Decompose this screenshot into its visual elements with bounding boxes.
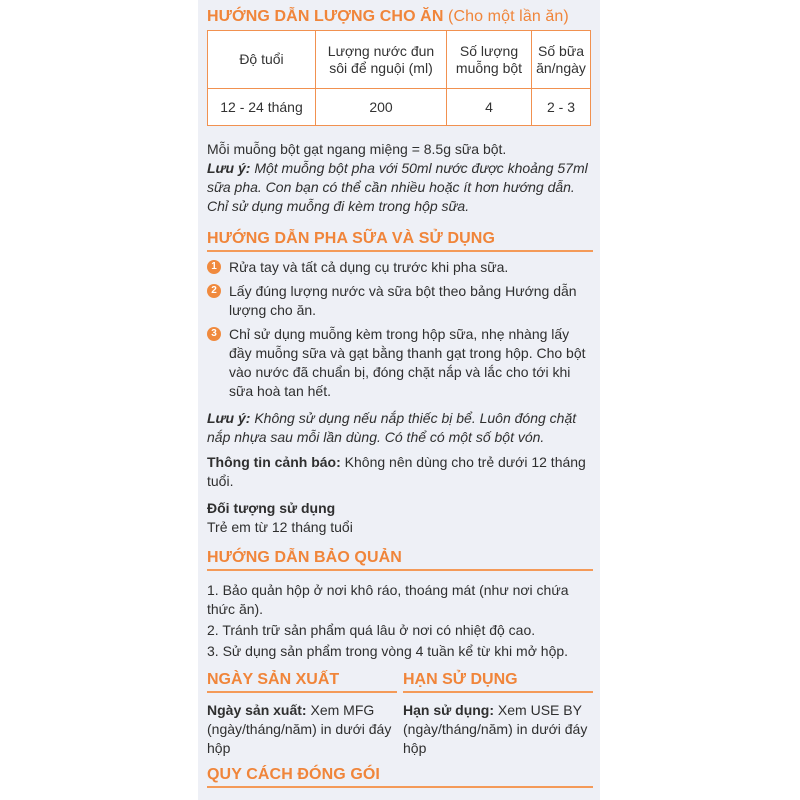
feeding-note-text: Một muỗng bột pha với 50ml nước được khoảng 57ml sữa pha. Con bạn có thể cần nhiều hoặc ít hơn hướng dẫn. Chỉ sử dụng muỗng đi kèm trong hộp sữa.	[207, 160, 588, 214]
dates-section	[207, 671, 593, 758]
list-item	[207, 282, 593, 320]
prep-title: HƯỚNG DẪN PHA SỮA VÀ SỬ DỤNG	[207, 230, 495, 247]
exp-info	[403, 701, 593, 758]
warning-info	[207, 453, 593, 491]
storage-title: HƯỚNG DẪN BẢO QUẢN	[207, 549, 402, 566]
step-number-icon: 2	[207, 284, 221, 298]
prep-steps	[207, 258, 593, 401]
list-item	[207, 325, 593, 401]
exp-title: HẠN SỬ DỤNG	[403, 671, 518, 688]
table-header-row	[208, 31, 591, 89]
mfg-column	[207, 671, 397, 758]
exp-column	[403, 671, 593, 758]
packing-divider	[207, 786, 593, 788]
header-meals: Số bữa ăn/ngày	[532, 31, 591, 89]
table-row	[208, 89, 591, 126]
prep-note-text: Không sử dụng nếu nắp thiếc bị bể. Luôn đóng chặt nắp nhựa sau mỗi lần dùng. Có thể có một số bột vón.	[207, 410, 577, 445]
header-water: Lượng nước đun sôi để nguội (ml)	[316, 31, 447, 89]
cell-water: 200	[316, 89, 447, 126]
cell-age: 12 - 24 tháng	[208, 89, 316, 126]
step-number-icon: 1	[207, 260, 221, 274]
warning-text: Không nên dùng cho trẻ dưới 12 tháng tuổi.	[207, 454, 586, 489]
exp-text: Xem USE BY (ngày/tháng/năm) in dưới đáy hộp	[403, 702, 588, 756]
label-content	[207, 8, 593, 788]
storage-item: 1. Bảo quản hộp ở nơi khô ráo, thoáng mát (như nơi chứa thức ăn).	[207, 582, 569, 617]
header-scoops: Số lượng muỗng bột	[447, 31, 532, 89]
exp-label: Hạn sử dụng:	[403, 702, 495, 718]
prep-note-label: Lưu ý:	[207, 410, 251, 426]
mfg-text: Xem MFG (ngày/tháng/năm) in dưới đáy hộp	[207, 702, 392, 756]
feeding-table	[207, 30, 591, 126]
prep-divider	[207, 250, 593, 252]
feeding-title-main: HƯỚNG DẪN LƯỢNG CHO ĂN	[207, 8, 444, 25]
feeding-note	[207, 159, 593, 216]
exp-divider	[403, 691, 593, 693]
storage-item: 2. Tránh trữ sản phẩm quá lâu ở nơi có nhiệt độ cao.	[207, 622, 536, 638]
list-item	[207, 258, 593, 277]
mfg-info	[207, 701, 397, 758]
prep-note	[207, 409, 593, 447]
feeding-note-label: Lưu ý:	[207, 160, 251, 176]
mfg-label: Ngày sản xuất:	[207, 702, 307, 718]
header-age: Độ tuổi	[208, 31, 316, 89]
scoop-note: Mỗi muỗng bột gạt ngang miệng = 8.5g sữa bột.	[207, 141, 507, 157]
storage-item: 3. Sử dụng sản phẩm trong vòng 4 tuần kể từ khi mở hộp.	[207, 643, 569, 659]
feeding-title	[207, 8, 593, 26]
warning-label: Thông tin cảnh báo:	[207, 454, 341, 470]
step-number-icon: 3	[207, 327, 221, 341]
step-text: Rửa tay và tất cả dụng cụ trước khi pha sữa.	[229, 259, 509, 275]
feeding-title-sub: (Cho một lần ăn)	[448, 8, 569, 25]
step-text: Lấy đúng lượng nước và sữa bột theo bảng Hướng dẫn lượng cho ăn.	[229, 283, 577, 318]
target-label: Đối tượng sử dụng	[207, 500, 336, 516]
cell-scoops: 4	[447, 89, 532, 126]
target-text: Trẻ em từ 12 tháng tuổi	[207, 519, 353, 535]
cell-meals: 2 - 3	[532, 89, 591, 126]
mfg-title: NGÀY SẢN XUẤT	[207, 671, 340, 688]
storage-divider	[207, 569, 593, 571]
mfg-divider	[207, 691, 397, 693]
packing-title: QUY CÁCH ĐÓNG GÓI	[207, 766, 380, 783]
step-text: Chỉ sử dụng muỗng kèm trong hộp sữa, nhẹ nhàng lấy đầy muỗng sữa và gạt bằng thanh gạt trong hộp. Cho bột vào nước đã chuẩn bị, đóng chặt nắp và lắc cho tới khi sữa hoà tan hết.	[229, 326, 586, 399]
